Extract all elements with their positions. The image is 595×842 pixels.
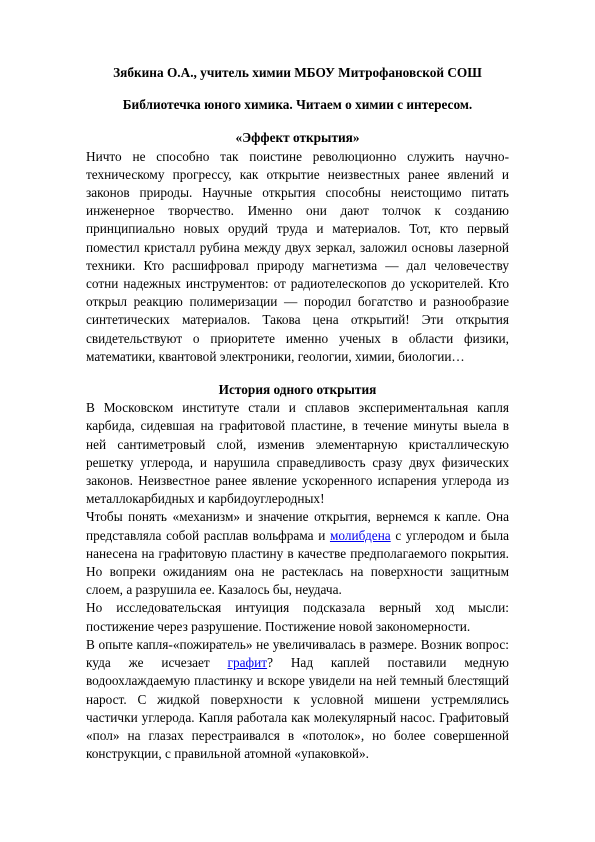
paragraph-2-text-end: с углеродом и была нанесена на графитовую пластину в качестве предполагаемого покрытия. Но вопреки ожиданиям она не растеклась на поверхности защитным слоем, а разрушила ее. Казалось бы, неудача.	[86, 527, 509, 598]
paragraph-4-text-start: В опыте капля-«пожиратель» не увеличивалась в размере. Возник вопрос: куда же исчезает	[86, 636, 509, 671]
intro-paragraph: Ничто не способно так поистине революционно служить научно-техническому прогрессу, как открытие неизвестных ранее явлений и законов природы. Научные открытия способны неистощимо питать инженерное творчество. Именно они дают толчок к созданию принципиально новых орудий труда и материалов. Тот, кто первый поместил кристалл рубина между двух зеркал, заложил основы лазерной техники. Кто расшифровал природу магнетизма — дал человечеству сотни надежных инструментов: от радиотелескопов до ускорителей. Кто открыл реакцию полимеризации — породил богатство и разнообразие синтетических материалов. Такова цена открытий! Эти открытия свидетельствуют о приоритете именно ученых в области физики, математики, квантовой электроники, геологии, химии, биологии…	[86, 148, 509, 364]
paragraph-2-text-start: Чтобы понять «механизм» и значение открытия, вернемся к капле. Она представляла собой расплав вольфрама и	[86, 509, 509, 543]
paragraph-4-text-end: ? Над каплей поставили медную водоохлаждаемую пластинку и вскоре увидели на ней темный блестящий нарост. С жидкой поверхности к условной мишени устремлялись частички углерода. Капля работала как молекулярный насос. Графитовый «пол» на глазах перестраивался в «потолок», но более совершенной конструкции, с правильной атомной «упаковкой».	[86, 655, 509, 762]
section-title: История одного открытия	[218, 382, 377, 398]
paragraph-2	[86, 508, 509, 599]
document-body	[86, 64, 509, 763]
paragraph-1: В Московском институте стали и сплавов экспериментальная капля карбида, сидевшая на графитовой пластине, в течение минуты выела в ней сантиметровый слой, изменив элементарную кристаллическую решетку углерода, и нарушила справедливость сразу двух физических законов. Неизвестное ранее явление ускоренного испарения углерода из металлокарбидных и карбидоуглеродных!	[86, 400, 509, 507]
article-title: «Эффект открытия»	[235, 130, 360, 146]
paragraph-3: Но исследовательская интуиция подсказала верный ход мысли: постижение через разрушение. Постижение новой закономерности.	[86, 600, 509, 634]
series-line: Библиотечка юного химика. Читаем о химии с интересом.	[122, 97, 473, 113]
paragraph-4	[86, 636, 509, 763]
author-line: Зябкина О.А., учитель химии МБОУ Митрофановской СОШ	[113, 65, 482, 80]
molybdenum-link[interactable]: молибдена	[329, 527, 391, 543]
graphite-link[interactable]: графит	[227, 655, 268, 671]
